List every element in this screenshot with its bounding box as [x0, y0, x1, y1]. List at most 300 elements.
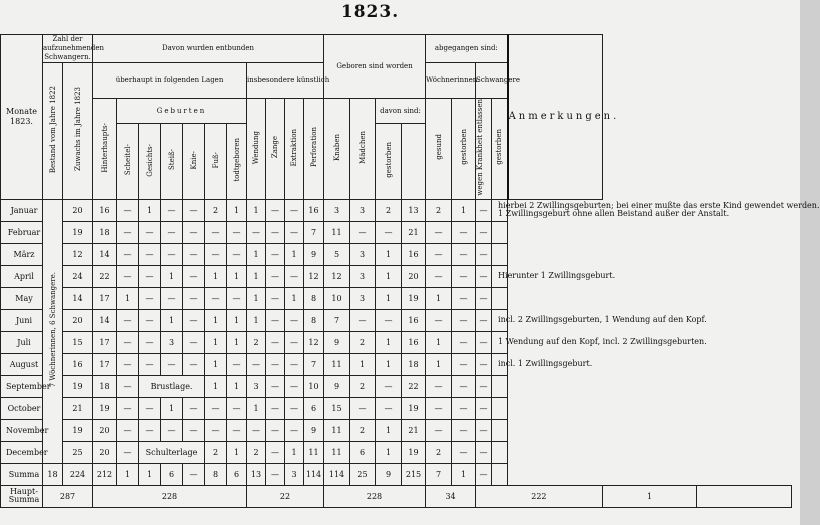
header-girls: Mädchen — [350, 99, 376, 200]
remark-cell — [492, 397, 508, 419]
lie-note-cell: Brustlage. — [139, 375, 205, 397]
value-cell: — — [426, 243, 452, 265]
remark-cell — [492, 353, 593, 375]
value-cell: — — [139, 397, 161, 419]
value-cell: — — [452, 221, 476, 243]
value-cell: 20 — [63, 199, 93, 221]
hauptsumma-value: 222 — [476, 485, 603, 507]
value-cell: 18 — [93, 221, 117, 243]
month-cell: August — [1, 353, 43, 375]
value-cell: 17 — [93, 287, 117, 309]
value-cell: 1 — [350, 353, 376, 375]
value-cell: — — [183, 221, 205, 243]
value-cell: 1 — [426, 353, 452, 375]
summa-value: 7 — [426, 463, 452, 485]
header-in-positions: überhaupt in folgenden Lagen — [93, 63, 247, 99]
value-cell: — — [452, 287, 476, 309]
remark-cell — [492, 419, 508, 441]
table-row — [1, 199, 792, 221]
remark-line: incl. 1 Zwillingsgeburt. — [498, 359, 593, 369]
remark-cell — [492, 243, 508, 265]
value-cell: 11 — [324, 221, 350, 243]
value-cell: — — [426, 221, 452, 243]
summa-value: — — [183, 463, 205, 485]
value-cell: 1 — [227, 441, 247, 463]
month-cell: Februar — [1, 221, 43, 243]
value-cell: — — [476, 265, 492, 287]
value-cell: 1 — [205, 353, 227, 375]
summa-label: Summa — [1, 463, 43, 485]
value-cell: — — [266, 441, 285, 463]
value-cell: — — [266, 243, 285, 265]
value-cell: — — [161, 221, 183, 243]
value-cell: 1 — [227, 375, 247, 397]
summa-value: 9 — [376, 463, 402, 485]
summa-value: — — [266, 463, 285, 485]
value-cell: — — [476, 287, 492, 309]
value-cell: 1 — [205, 331, 227, 353]
header-version: Wendung — [247, 99, 266, 200]
remark-cell — [492, 199, 820, 221]
value-cell: — — [205, 397, 227, 419]
value-cell: 3 — [350, 287, 376, 309]
header-departed: abgegangen sind: — [426, 35, 508, 63]
value-cell: — — [285, 331, 304, 353]
value-cell: 11 — [324, 419, 350, 441]
value-cell: — — [350, 309, 376, 331]
value-cell: 1 — [376, 441, 402, 463]
value-cell: — — [266, 221, 285, 243]
value-cell: 1 — [227, 199, 247, 221]
month-cell: April — [1, 265, 43, 287]
value-cell: 8 — [304, 287, 324, 309]
value-cell: — — [426, 375, 452, 397]
value-cell: 1 — [205, 375, 227, 397]
value-cell: — — [476, 199, 492, 221]
value-cell: — — [476, 309, 492, 331]
value-cell: — — [266, 265, 285, 287]
value-cell: — — [266, 331, 285, 353]
hauptsumma-value: 287 — [43, 485, 93, 507]
summa-row — [1, 463, 792, 485]
table-row — [1, 419, 792, 441]
remark-line: 1 Zwillingsgeburt ohne allen Beistand außer der Anstalt. — [498, 209, 730, 219]
value-cell: — — [266, 309, 285, 331]
table-row — [1, 309, 792, 331]
summa-value: 224 — [63, 463, 93, 485]
header-births: Geburten — [117, 99, 247, 124]
value-cell: 3 — [350, 265, 376, 287]
table-row — [1, 331, 792, 353]
value-cell: 19 — [63, 221, 93, 243]
value-cell: — — [285, 309, 304, 331]
value-cell: — — [117, 265, 139, 287]
value-cell: 1 — [205, 309, 227, 331]
value-cell: 3 — [350, 199, 376, 221]
value-cell: 16 — [402, 309, 426, 331]
value-cell: 3 — [350, 243, 376, 265]
value-cell: — — [285, 265, 304, 287]
value-cell: 1 — [139, 199, 161, 221]
value-cell: 6 — [350, 441, 376, 463]
summa-value: 6 — [161, 463, 183, 485]
value-cell: 5 — [324, 243, 350, 265]
table-row — [1, 287, 792, 309]
value-cell: 3 — [161, 331, 183, 353]
birth-register-table — [0, 34, 820, 508]
summa-value: 114 — [304, 463, 324, 485]
value-cell: — — [227, 397, 247, 419]
value-cell: 21 — [402, 419, 426, 441]
value-cell: 2 — [426, 441, 452, 463]
value-cell: — — [117, 221, 139, 243]
value-cell: — — [227, 243, 247, 265]
lie-note-cell: Schulterlage — [139, 441, 205, 463]
header-stillborn: todtgeboren — [227, 124, 247, 199]
value-cell: 19 — [63, 375, 93, 397]
value-cell: — — [117, 199, 139, 221]
value-cell: — — [266, 353, 285, 375]
value-cell: 2 — [350, 331, 376, 353]
value-cell: 21 — [402, 221, 426, 243]
remark-cell — [492, 331, 707, 353]
value-cell: — — [426, 265, 452, 287]
value-cell: — — [452, 353, 476, 375]
header-delivered: Davon wurden entbunden — [93, 35, 324, 63]
value-cell: — — [247, 221, 266, 243]
month-cell: November — [1, 419, 43, 441]
value-cell: — — [476, 243, 492, 265]
summa-value: 6 — [227, 463, 247, 485]
value-cell: — — [266, 375, 285, 397]
table-row — [1, 265, 792, 287]
summa-value: 215 — [402, 463, 426, 485]
header-increase-1823: Zuwachs im Jahre 1823 — [63, 63, 93, 200]
header-pregnant: Schwangere — [476, 63, 508, 99]
value-cell: — — [117, 353, 139, 375]
value-cell: — — [139, 265, 161, 287]
value-cell: 19 — [93, 397, 117, 419]
value-cell: 14 — [63, 287, 93, 309]
remark-cell — [492, 309, 707, 331]
value-cell: 18 — [93, 375, 117, 397]
value-cell: 6 — [304, 397, 324, 419]
remark-cell — [492, 221, 508, 243]
remark-cell — [492, 441, 508, 463]
value-cell: — — [266, 287, 285, 309]
value-cell: 1 — [161, 265, 183, 287]
value-cell: 20 — [93, 419, 117, 441]
header-knee: Knie- — [183, 124, 205, 199]
value-cell: 9 — [304, 243, 324, 265]
value-cell: 19 — [402, 397, 426, 419]
value-cell: — — [350, 397, 376, 419]
value-cell: — — [183, 309, 205, 331]
value-cell: — — [266, 419, 285, 441]
value-cell: 20 — [402, 265, 426, 287]
month-cell: März — [1, 243, 43, 265]
value-cell: — — [452, 309, 476, 331]
value-cell: — — [285, 375, 304, 397]
header-vertex: Scheitel- — [117, 124, 139, 199]
month-cell: Juni — [1, 309, 43, 331]
value-cell: — — [426, 397, 452, 419]
value-cell: 14 — [93, 243, 117, 265]
value-cell: 12 — [304, 265, 324, 287]
remark-line: Hierunter 1 Zwillingsgeburt. — [498, 271, 616, 281]
value-cell: — — [183, 419, 205, 441]
value-cell: — — [247, 353, 266, 375]
value-cell: 2 — [350, 419, 376, 441]
value-cell: 2 — [205, 199, 227, 221]
side-note-text: 7 Wöchnerinnen, 6 Schwangere. — [48, 272, 57, 388]
value-cell: 21 — [63, 397, 93, 419]
value-cell: 1 — [376, 265, 402, 287]
hauptsumma-value: 1 — [602, 485, 697, 507]
hauptsumma-value: 22 — [247, 485, 324, 507]
value-cell: 12 — [304, 331, 324, 353]
value-cell: 1 — [247, 265, 266, 287]
value-cell: 11 — [304, 441, 324, 463]
summa-value: 1 — [139, 463, 161, 485]
value-cell: 9 — [304, 419, 324, 441]
value-cell: 1 — [161, 309, 183, 331]
value-cell: 11 — [324, 353, 350, 375]
value-cell: — — [285, 397, 304, 419]
value-cell: — — [227, 419, 247, 441]
header-months: Monate 1823. — [1, 35, 43, 200]
value-cell: — — [476, 375, 492, 397]
summa-value: 8 — [205, 463, 227, 485]
remark-line: hierbei 2 Zwillingsgeburten; bei einer mußte das erste Kind gewendet werden. — [498, 201, 820, 211]
value-cell: 8 — [304, 309, 324, 331]
summa-value: 3 — [285, 463, 304, 485]
value-cell: 19 — [402, 287, 426, 309]
value-cell: — — [161, 419, 183, 441]
table-row — [1, 397, 792, 419]
value-cell: — — [266, 199, 285, 221]
value-cell: — — [376, 375, 402, 397]
value-cell: 19 — [63, 419, 93, 441]
header-from-1822: Bestand vom Jahre 1822 — [43, 63, 63, 200]
value-cell: 10 — [304, 375, 324, 397]
value-cell: — — [161, 199, 183, 221]
table-row — [1, 441, 792, 463]
value-cell: 3 — [247, 375, 266, 397]
value-cell: 1 — [285, 287, 304, 309]
remark-cell — [492, 375, 508, 397]
value-cell: 1 — [376, 331, 402, 353]
value-cell: 16 — [63, 353, 93, 375]
value-cell: 7 — [324, 309, 350, 331]
value-cell: 16 — [402, 243, 426, 265]
value-cell: — — [139, 309, 161, 331]
summa-value: 1 — [452, 463, 476, 485]
value-cell: — — [376, 221, 402, 243]
value-cell: — — [476, 441, 492, 463]
value-cell: 1 — [452, 199, 476, 221]
value-cell: — — [350, 221, 376, 243]
value-cell: 1 — [227, 265, 247, 287]
value-cell: — — [476, 221, 492, 243]
header-face: Gesichts- — [139, 124, 161, 199]
summa-value: 114 — [324, 463, 350, 485]
value-cell: 12 — [63, 243, 93, 265]
value-cell: 1 — [376, 419, 402, 441]
summa-value: 1 — [117, 463, 139, 485]
value-cell: — — [139, 419, 161, 441]
month-cell: October — [1, 397, 43, 419]
remark-cell — [492, 265, 616, 287]
value-cell: — — [227, 353, 247, 375]
summa-value: 13 — [247, 463, 266, 485]
value-cell: — — [285, 353, 304, 375]
value-cell: 11 — [324, 441, 350, 463]
value-cell: — — [452, 441, 476, 463]
value-cell: — — [205, 221, 227, 243]
table-row — [1, 375, 792, 397]
value-cell: — — [266, 397, 285, 419]
value-cell: — — [117, 375, 139, 397]
month-cell: Januar — [1, 199, 43, 221]
value-cell: — — [183, 243, 205, 265]
value-cell: 1 — [285, 243, 304, 265]
value-cell: 15 — [63, 331, 93, 353]
header-remarks: Anmerkungen. — [508, 35, 603, 200]
table-row — [1, 221, 792, 243]
value-cell: 16 — [402, 331, 426, 353]
remark-line: 1 Wendung auf den Kopf, incl. 2 Zwillingsgeburten. — [498, 337, 707, 347]
value-cell: — — [476, 397, 492, 419]
value-cell: 1 — [285, 441, 304, 463]
value-cell: 2 — [247, 331, 266, 353]
value-cell: 2 — [350, 375, 376, 397]
value-cell: — — [161, 353, 183, 375]
value-cell: — — [117, 397, 139, 419]
value-cell: — — [117, 243, 139, 265]
header-died-born: gestorben — [376, 124, 402, 199]
value-cell: 1 — [205, 265, 227, 287]
value-cell: 22 — [402, 375, 426, 397]
header-of-these: davon sind: — [376, 99, 426, 124]
summa-value: — — [476, 463, 492, 485]
header-breech: Steiß- — [161, 124, 183, 199]
value-cell: — — [476, 331, 492, 353]
summa-value: 212 — [93, 463, 117, 485]
value-cell: 19 — [402, 441, 426, 463]
value-cell: 16 — [304, 199, 324, 221]
value-cell: 16 — [93, 199, 117, 221]
value-cell: — — [183, 353, 205, 375]
value-cell: — — [183, 265, 205, 287]
value-cell: 10 — [324, 287, 350, 309]
summa-value: 25 — [350, 463, 376, 485]
header-illness: wegen Krankheit entlassen — [476, 99, 492, 200]
value-cell: — — [139, 287, 161, 309]
hauptsumma-value: 228 — [324, 485, 426, 507]
month-cell: September — [1, 375, 43, 397]
value-cell: 1 — [426, 287, 452, 309]
value-cell: 17 — [93, 331, 117, 353]
value-cell: — — [139, 221, 161, 243]
value-cell: — — [452, 243, 476, 265]
value-cell: 7 — [304, 221, 324, 243]
value-cell: 2 — [247, 441, 266, 463]
header-boys: Knaben — [324, 99, 350, 200]
value-cell: — — [205, 243, 227, 265]
value-cell: 1 — [117, 287, 139, 309]
value-cell: 3 — [324, 199, 350, 221]
header-born: Geboren sind worden — [324, 35, 426, 99]
header-puerperae: Wöchnerinnen. — [426, 63, 476, 99]
value-cell: 1 — [227, 331, 247, 353]
value-cell: 20 — [93, 441, 117, 463]
header-foot: Fuß- — [205, 124, 227, 199]
value-cell: 13 — [402, 199, 426, 221]
value-cell: 1 — [247, 243, 266, 265]
value-cell: — — [139, 331, 161, 353]
value-cell: 1 — [247, 397, 266, 419]
header-artificial: insbesondere künstlich — [247, 63, 324, 99]
value-cell: 2 — [205, 441, 227, 463]
value-cell: — — [117, 331, 139, 353]
value-cell: 15 — [324, 397, 350, 419]
value-cell: — — [205, 287, 227, 309]
value-cell: — — [117, 419, 139, 441]
value-cell: 25 — [63, 441, 93, 463]
value-cell: — — [183, 199, 205, 221]
value-cell: 2 — [426, 199, 452, 221]
value-cell: — — [426, 419, 452, 441]
value-cell: — — [452, 265, 476, 287]
remark-line: incl. 2 Zwillingsgeburten, 1 Wendung auf den Kopf. — [498, 315, 707, 325]
value-cell: 1 — [247, 199, 266, 221]
value-cell: 1 — [376, 287, 402, 309]
value-cell: 2 — [376, 199, 402, 221]
header-died-2: gestorben — [492, 99, 508, 200]
value-cell: 1 — [247, 309, 266, 331]
month-cell: Juli — [1, 331, 43, 353]
hauptsumma-value: 34 — [426, 485, 476, 507]
value-cell: — — [205, 419, 227, 441]
value-cell: 22 — [93, 265, 117, 287]
value-cell: — — [476, 353, 492, 375]
value-cell: 14 — [93, 309, 117, 331]
value-cell: — — [227, 287, 247, 309]
value-cell: — — [452, 419, 476, 441]
value-cell: — — [139, 243, 161, 265]
value-cell: — — [476, 419, 492, 441]
hauptsumma-row — [1, 485, 792, 507]
value-cell: — — [183, 287, 205, 309]
hauptsumma-label: Haupt-Summa — [1, 485, 43, 507]
value-cell: 18 — [402, 353, 426, 375]
header-healthy: gesund — [426, 99, 452, 200]
summa-value: 18 — [43, 463, 63, 485]
table-row — [1, 243, 792, 265]
value-cell: — — [376, 397, 402, 419]
table-row — [1, 353, 792, 375]
value-cell: — — [452, 397, 476, 419]
month-cell: May — [1, 287, 43, 309]
value-cell: 20 — [63, 309, 93, 331]
month-cell: December — [1, 441, 43, 463]
value-cell: — — [117, 309, 139, 331]
value-cell: 1 — [161, 397, 183, 419]
header-died-1: gestorben — [452, 99, 476, 200]
value-cell: 1 — [426, 331, 452, 353]
header-perforation: Perforation — [304, 99, 324, 200]
